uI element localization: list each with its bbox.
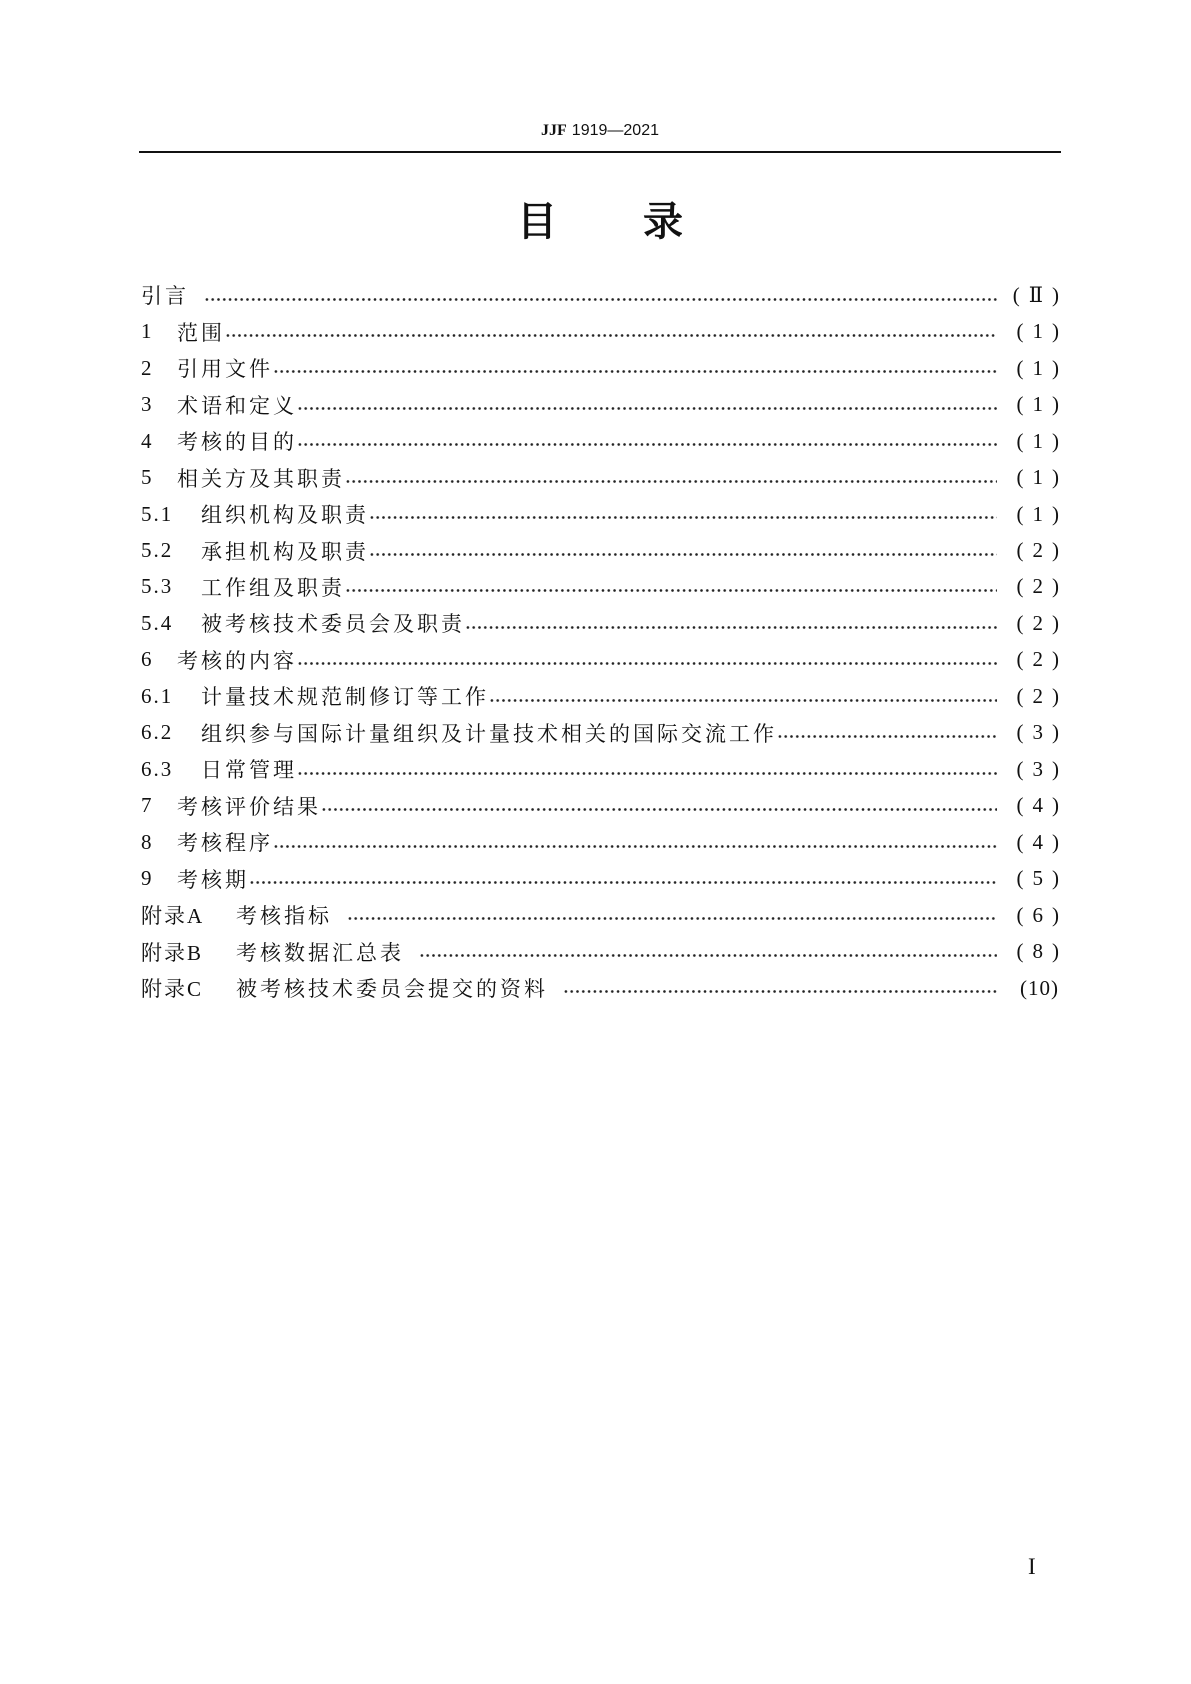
standard-number: 1919—2021	[571, 122, 659, 139]
toc-entry-page: (2)	[1016, 574, 1068, 599]
toc-entry-number: 5.1	[141, 501, 174, 526]
toc-entry-number: 6.1	[141, 683, 174, 708]
toc-entry-title: 范围	[177, 320, 225, 345]
toc-entry-title: 考核指标	[236, 904, 332, 929]
toc-entry	[141, 788, 1068, 824]
toc-entry	[141, 751, 1068, 787]
toc-entry	[141, 715, 1068, 751]
dot-leader	[563, 970, 997, 1006]
dot-leader	[297, 386, 997, 422]
dot-leader	[297, 751, 997, 787]
toc-entry-title: 引用文件	[177, 357, 273, 382]
toc-entry-page: (6)	[1016, 902, 1068, 927]
toc-entry-page: (8)	[1016, 939, 1068, 964]
dot-leader	[345, 569, 997, 605]
standard-prefix: JJF	[541, 122, 567, 139]
toc-entry-number: 5.2	[141, 538, 174, 563]
dot-leader	[369, 532, 997, 568]
toc-entry-title: 相关方及其职责	[177, 466, 345, 491]
dot-leader	[345, 459, 997, 495]
toc-entry-page: (1)	[1016, 355, 1068, 380]
dot-leader	[273, 824, 997, 860]
toc-entry-title: 考核数据汇总表	[236, 940, 404, 965]
page-title: 目录	[517, 199, 769, 245]
toc-appendix-number: 附录B	[141, 940, 204, 965]
toc-entry-appendix	[141, 897, 1068, 933]
toc-entry-page: (Ⅱ)	[1012, 282, 1068, 307]
dot-leader	[777, 715, 997, 751]
toc-entry-title: 组织机构及职责	[201, 503, 369, 528]
dot-leader	[489, 678, 997, 714]
toc-entry-number: 1	[141, 319, 154, 344]
toc-entry-title: 工作组及职责	[201, 575, 345, 600]
dot-leader	[225, 313, 997, 349]
toc-entry-title: 被考核技术委员会及职责	[201, 612, 465, 637]
toc-entry-title: 考核程序	[177, 831, 273, 856]
toc-entry-number: 5	[141, 465, 154, 490]
toc-entry	[141, 313, 1068, 349]
toc-entry-title: 日常管理	[201, 758, 297, 783]
toc-entry	[141, 569, 1068, 605]
toc-entry	[141, 459, 1068, 495]
dot-leader	[204, 277, 997, 313]
toc-entry-number: 7	[141, 793, 154, 818]
toc-entry-appendix	[141, 970, 1059, 1006]
toc-entry-title: 引言	[141, 284, 189, 309]
toc-entry-page: (1)	[1016, 428, 1068, 453]
toc-entry	[141, 386, 1068, 422]
running-header	[139, 120, 1061, 142]
toc-entry-title: 考核评价结果	[177, 794, 321, 819]
toc-entry-page: (3)	[1016, 720, 1068, 745]
toc-entry-page: (3)	[1016, 756, 1068, 781]
toc-entry-number: 6	[141, 647, 154, 672]
toc-entry-page: (2)	[1016, 647, 1068, 672]
page-number: I	[1028, 1554, 1036, 1579]
toc-entry-number: 8	[141, 829, 154, 854]
dot-leader	[321, 788, 997, 824]
dot-leader	[465, 605, 997, 641]
toc-entry-number: 6.3	[141, 756, 174, 781]
toc-entry-page: (1)	[1016, 465, 1068, 490]
toc-entry-page: (4)	[1016, 829, 1068, 854]
toc-entry-page: (1)	[1016, 392, 1068, 417]
header-rule	[139, 151, 1061, 153]
toc-entry	[141, 642, 1068, 678]
toc-entry-title: 被考核技术委员会提交的资料	[236, 977, 548, 1002]
toc-entry-number: 6.2	[141, 720, 174, 745]
toc-entry	[141, 532, 1068, 568]
toc-entry-page: (4)	[1016, 793, 1068, 818]
toc-entry-page: (1)	[1016, 501, 1068, 526]
toc-entry	[141, 861, 1068, 897]
dot-leader	[347, 897, 997, 933]
toc-entry-number: 5.3	[141, 574, 174, 599]
toc-entry-number: 9	[141, 866, 154, 891]
toc-entry-appendix	[141, 933, 1068, 969]
table-of-contents	[141, 277, 1068, 1006]
toc-entry-title: 计量技术规范制修订等工作	[201, 685, 489, 710]
toc-entry-number: 2	[141, 355, 154, 380]
toc-entry	[141, 678, 1068, 714]
toc-entry-page: (2)	[1016, 610, 1068, 635]
toc-entry-title: 组织参与国际计量组织及计量技术相关的国际交流工作	[201, 721, 777, 746]
toc-entry-page: (10)	[1020, 975, 1059, 1000]
dot-leader	[249, 861, 997, 897]
toc-appendix-number: 附录A	[141, 904, 205, 929]
toc-entry-page: (1)	[1016, 319, 1068, 344]
dot-leader	[297, 423, 997, 459]
toc-entry-number: 5.4	[141, 610, 174, 635]
toc-entry	[141, 605, 1068, 641]
toc-entry-page: (2)	[1016, 683, 1068, 708]
toc-entry	[141, 824, 1068, 860]
toc-entry-title: 考核的目的	[177, 430, 297, 455]
dot-leader	[273, 350, 997, 386]
dot-leader	[419, 933, 997, 969]
toc-appendix-number: 附录C	[141, 977, 204, 1002]
toc-entry-title: 考核期	[177, 867, 249, 892]
toc-entry-page: (5)	[1016, 866, 1068, 891]
toc-entry	[141, 496, 1068, 532]
toc-entry-title: 承担机构及职责	[201, 539, 369, 564]
toc-entry-title: 考核的内容	[177, 648, 297, 673]
toc-entry-number: 3	[141, 392, 154, 417]
toc-entry	[141, 277, 1068, 313]
toc-entry	[141, 350, 1068, 386]
dot-leader	[297, 642, 997, 678]
toc-entry-title: 术语和定义	[177, 393, 297, 418]
toc-entry	[141, 423, 1068, 459]
toc-entry-number: 4	[141, 428, 154, 453]
dot-leader	[369, 496, 997, 532]
toc-entry-page: (2)	[1016, 538, 1068, 563]
